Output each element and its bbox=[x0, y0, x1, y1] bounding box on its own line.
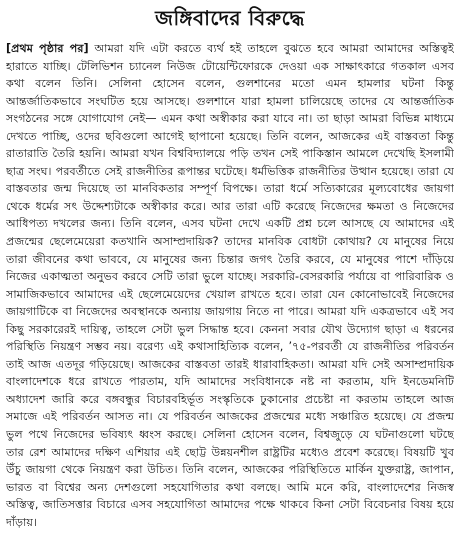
article-paragraph bbox=[6, 40, 454, 531]
article-text: আমরা যদি এটা করতে ব্যর্থ হই তাহলে বুঝতে হবে আমরা আমাদের অস্তিত্বই হারাতে যাচ্ছি। টেলিভিশন চ্যানেল নিউজ টোয়েন্টিফোরকে দেওয়া এক সাক্ষাৎকারে গতকাল এসব কথা বলেন তিনি। সেলিনা হোসেন বলেন, গুলশানের মতো এমন হামলার ঘটনা কিন্তু আন্তর্জাতিকভাবে সংঘটিত হয়ে আসছে। গুলশানে যারা হামলা চালিয়েছে তাদের যে আন্তর্জাতিক সংগঠনের সঙ্গে যোগাযোগ নেই— এমন কথা অস্বীকার করা যাবে না। তা ছাড়া আমরা বিভিন্ন মাধ্যমে দেখতে পাচ্ছি, ওদের ছবিগুলো আগেই ছাপানো হয়েছে। তিনি বলেন, আজকের এই বাস্তবতা কিন্তু রাতারাতি তৈরি হয়নি। আমরা যখন বিশ্ববিদ্যালয়ে পড়ি তখন সেই পাকিস্তান আমলে দেখেছি ইসলামী ছাত্র সংঘ। পরবর্তীতে সেই রাজনীতির রূপান্তর ঘটেছে। ধর্মভিত্তিক রাজনীতির উত্থান হয়েছে। তারা যে বাস্তবতার জন্ম দিয়েছে তা মানবিকতার সম্পূর্ণ বিপক্ষে। তারা ধর্মে সত্যিকারের মূল্যবোধের জায়গা থেকে ধর্মের সৎ উদ্দেশ্যটাকে অস্বীকার করে। আর তারা এটি করেছে নিজেদের ক্ষমতা ও নিজেদের আধিপত্য দখলের জন্য। তিনি বলেন, এসব ঘটনা দেখে একটি প্রশ্ন চলে আসছে যে আমাদের এই প্রজন্মের ছেলেমেয়েরা কতখানি অসাম্প্রদায়িক? তাদের মানবিক বোধটা কোথায়? যে মানুষের নিয়ে তারা জীবনের কথা ভাববে, যে মানুষের জন্য চিন্তার জগৎ তৈরি করবে, যে মানুষের পাশে দাঁড়িয়ে নিজের একাত্মতা অনুভব করবে সেটি তারা ভুলে যাচ্ছে। সরকারি-বেসরকারি পর্যায়ে বা পারিবারিক ও সামাজিকভাবে আমাদের এই ছেলেমেয়েদের খেয়াল রাখতে হবে। তারা যেন কোনোভাবেই নিজেদের জায়গাটিকে বা নিজেদের অবস্থানকে অন্যায় জায়গায় নিতে না পারে। আমরা যদি একত্রভাবে এই সব কিছু সরকারেরই দায়িত্ব, তাহলে সেটা ভুল সিদ্ধান্ত হবে। কেননা সবার যৌথ উদ্যোগ ছাড়া এ ধরনের পরিস্থিতি নিয়ন্ত্রণ সম্ভব নয়। বরেণ্য এই কথাসাহিত্যিক বলেন, ’৭৫-পরবর্তী যে রাজনীতির পরিবর্তন তাই আজ এতদূর গড়িয়েছে। আজকের বাস্তবতা তারই ধারাবাহিকতা। আমরা যদি সেই অসাম্প্রদায়িক বাংলাদেশকে ধরে রাখতে পারতাম, যদি আমাদের সংবিধানকে নষ্ট না করতাম, যদি ইনডেমনিটি অধ্যাদেশ জারি করে বঙ্গবন্ধুর বিচারবহির্ভূত সংস্কৃতিকে ঢুকানোর প্রচেষ্টা না করতাম তাহলে আজ সমাজে এই পরিবর্তন আসত না। যে পরিবর্তন আজকের প্রজন্মের মধ্যে সঞ্চারিত হয়েছে। যে প্রজন্ম ভুল পথে নিজেদের ভবিষ্যৎ ধ্বংস করছে। সেলিনা হোসেন বলেন, বিশ্বজুড়ে যে ঘটনাগুলো ঘটছে তার রেশ আমাদের দক্ষিণ এশিয়ার এই ছোট্ট উন্নয়নশীল রাষ্ট্রটির মধ্যেও প্রবেশ করেছে। বিষয়টি খুব উঁচু জায়গা থেকে নিয়ন্ত্রণ করা উচিত। তিনি বলেন, আজকের পরিস্থিতিতে মার্কিন যুক্তরাষ্ট্র, জাপান, ভারত বা বিশ্বের অন্য দেশগুলো সহযোগিতার কথা বলছে। আমি মনে করি, বাংলাদেশের নিজস্ব অস্তিত্ব, জাতিসত্তার বিচারে এসব সহযোগিতা আমাদের পক্ষে থাকবে কিনা সেটা বিবেচনার বিষয় হয়ে দাঁড়ায়। bbox=[6, 42, 454, 529]
continuation-label: [প্রথম পৃষ্ঠার পর] bbox=[6, 42, 89, 55]
article-headline: জঙ্গিবাদের বিরুদ্ধে bbox=[155, 6, 305, 30]
article-body bbox=[6, 40, 454, 540]
